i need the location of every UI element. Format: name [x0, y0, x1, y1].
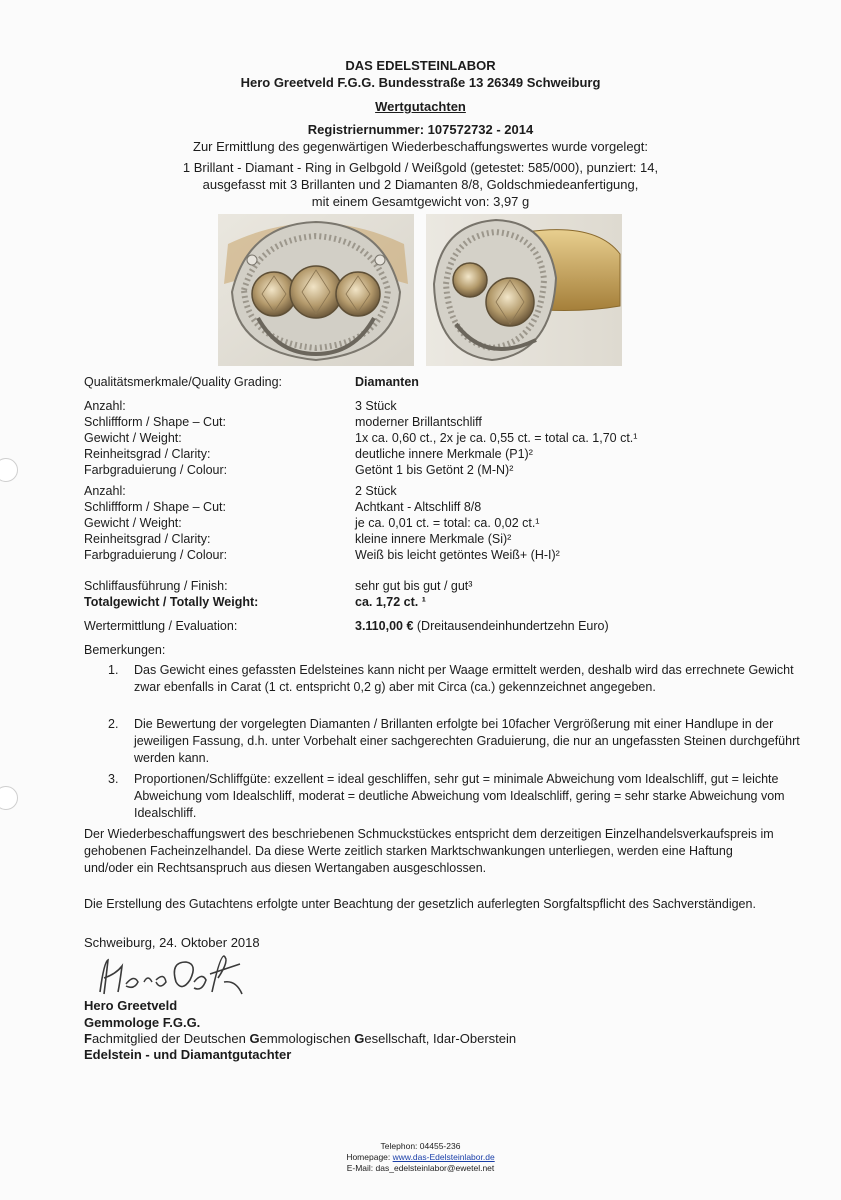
- g2-weight-value: je ca. 0,01 ct. = total: ca. 0,02 ct.¹: [355, 516, 540, 530]
- g2-cut-label: Schliffform / Shape – Cut:: [84, 500, 226, 514]
- remark-number: 2.: [108, 717, 119, 731]
- g2-count-label: Anzahl:: [84, 484, 126, 498]
- document-title: Wertgutachten: [375, 99, 466, 114]
- place-date: Schweiburg, 24. Oktober 2018: [84, 935, 260, 950]
- remark-text: Das Gewicht eines gefassten Edelsteines kann nicht per Waage ermittelt werden, deshalb wird das errechnete Gewicht zwar ebenfalls in Carat (1 ct. entspricht 0,2 g) aber mit Circa (ca.) gekennzeichnet angegeben.: [134, 663, 794, 694]
- g2-clarity-label: Reinheitsgrad / Clarity:: [84, 532, 211, 546]
- item-description-line-2: ausgefasst mit 3 Brillanten und 2 Diamanten 8/8, Goldschmiedeanfertigung,: [202, 177, 639, 192]
- signer-title: Gemmologe F.G.G.: [84, 1015, 201, 1030]
- g2-count-value: 2 Stück: [355, 484, 397, 498]
- disclaimer-paragraph: Der Wiederbeschaffungswert des beschriebenen Schmuckstückes entspricht dem derzeitigen Einzelhandelsverkaufspreis im gehobenen Facheinzelhandel. Da diese Werte zeitlich starken Marktschwankungen unterliegen, werden eine Haftung und/oder ein Rechtsanspruch aus diesen Wertangaben ausgeschlossen.: [84, 827, 774, 875]
- email-link[interactable]: das_edelsteinlabor@ewetel.net: [375, 1163, 495, 1173]
- g2-colour-value: Weiß bis leicht getöntes Weiß+ (H-I)²: [355, 548, 560, 562]
- g2-colour-label: Farbgraduierung / Colour:: [84, 548, 228, 562]
- finish-value: sehr gut bis gut / gut³: [355, 579, 473, 593]
- g1-clarity-label: Reinheitsgrad / Clarity:: [84, 447, 211, 461]
- signer-membership: Fachmitglied der Deutschen Gemmologischen Gesellschaft, Idar-Oberstein: [84, 1031, 517, 1046]
- remark-text: Die Bewertung der vorgelegten Diamanten / Brillanten erfolgte bei 10facher Vergrößerung mit einer Handlupe in der jeweiligen Fassung, d.h. unter Vorbehalt einer sachgerechten Graduierung, die nur an ungefassten Steinen durchgeführt werden kann.: [134, 717, 800, 765]
- g1-colour-value: Getönt 1 bis Getönt 2 (M-N)²: [355, 463, 514, 477]
- item-description-line-1: 1 Brillant - Diamant - Ring in Gelbgold / Weißgold (getestet: 585/000), punziert: 14,: [182, 160, 659, 175]
- grading-title-label: Qualitätsmerkmale/Quality Grading:: [84, 375, 282, 389]
- ring-photo-front: [218, 214, 414, 366]
- ring-photo-side: [426, 214, 622, 366]
- g2-cut-value: Achtkant - Altschliff 8/8: [355, 500, 482, 514]
- g1-colour-label: Farbgraduierung / Colour:: [84, 463, 228, 477]
- signer-name: Hero Greetveld: [84, 998, 178, 1013]
- lab-name: DAS EDELSTEINLABOR: [345, 58, 496, 73]
- g1-count-value: 3 Stück: [355, 399, 397, 413]
- total-weight-label: Totalgewicht / Totally Weight:: [84, 595, 259, 609]
- signer-role: Edelstein - und Diamantgutachter: [84, 1047, 292, 1062]
- footer-phone: Telephon: 04455-236: [380, 1141, 461, 1151]
- homepage-link[interactable]: www.das-Edelsteinlabor.de: [392, 1152, 495, 1162]
- remarks-title: Bemerkungen:: [84, 643, 166, 657]
- finish-label: Schliffausführung / Finish:: [84, 579, 228, 593]
- footer-homepage: Homepage: www.das-Edelsteinlabor.de: [346, 1152, 495, 1162]
- grading-title-value: Diamanten: [355, 375, 419, 389]
- g1-count-label: Anzahl:: [84, 399, 126, 413]
- g1-clarity-value: deutliche innere Merkmale (P1)²: [355, 447, 533, 461]
- g1-weight-label: Gewicht / Weight:: [84, 431, 182, 445]
- punch-hole-top: [0, 458, 18, 482]
- diligence-paragraph: Die Erstellung des Gutachtens erfolgte unter Beachtung der gesetzlich auferlegten Sorgfaltspflicht des Sachverständigen.: [84, 897, 756, 911]
- g2-weight-label: Gewicht / Weight:: [84, 516, 182, 530]
- item-description-line-3: mit einem Gesamtgewicht von: 3,97 g: [311, 194, 530, 209]
- evaluation-label: Wertermittlung / Evaluation:: [84, 619, 238, 633]
- g1-weight-value: 1x ca. 0,60 ct., 2x je ca. 0,55 ct. = total ca. 1,70 ct.¹: [355, 431, 638, 445]
- intro-line: Zur Ermittlung des gegenwärtigen Wiederbeschaffungswertes wurde vorgelegt:: [193, 139, 648, 154]
- punch-hole-bottom: [0, 786, 18, 810]
- remark-number: 3.: [108, 772, 119, 786]
- handwritten-signature: [90, 952, 250, 1002]
- remark-number: 1.: [108, 663, 119, 677]
- evaluation-amount: 3.110,00 €: [355, 619, 414, 633]
- footer-email: E-Mail: das_edelsteinlabor@ewetel.net: [346, 1163, 495, 1173]
- total-weight-value: ca. 1,72 ct. ¹: [355, 595, 426, 609]
- evaluation-words: (Dreitausendeinhundertzehn Euro): [413, 619, 609, 633]
- remark-text: Proportionen/Schliffgüte: exzellent = ideal geschliffen, sehr gut = minimale Abweichung vom Idealschliff, gut = leichte Abweichung vom Idealschliff, moderat = deutliche Abweichung vom Idealschliff, gering = sehr starke Abweichung vom Idealschliff.: [134, 772, 785, 820]
- g1-cut-label: Schliffform / Shape – Cut:: [84, 415, 226, 429]
- registration-number: Registriernummer: 107572732 - 2014: [307, 122, 534, 137]
- g1-cut-value: moderner Brillantschliff: [355, 415, 482, 429]
- g2-clarity-value: kleine innere Merkmale (Si)²: [355, 532, 512, 546]
- lab-address: Hero Greetveld F.G.G. Bundesstraße 13 26349 Schweiburg: [240, 75, 601, 90]
- evaluation-value: [355, 618, 609, 634]
